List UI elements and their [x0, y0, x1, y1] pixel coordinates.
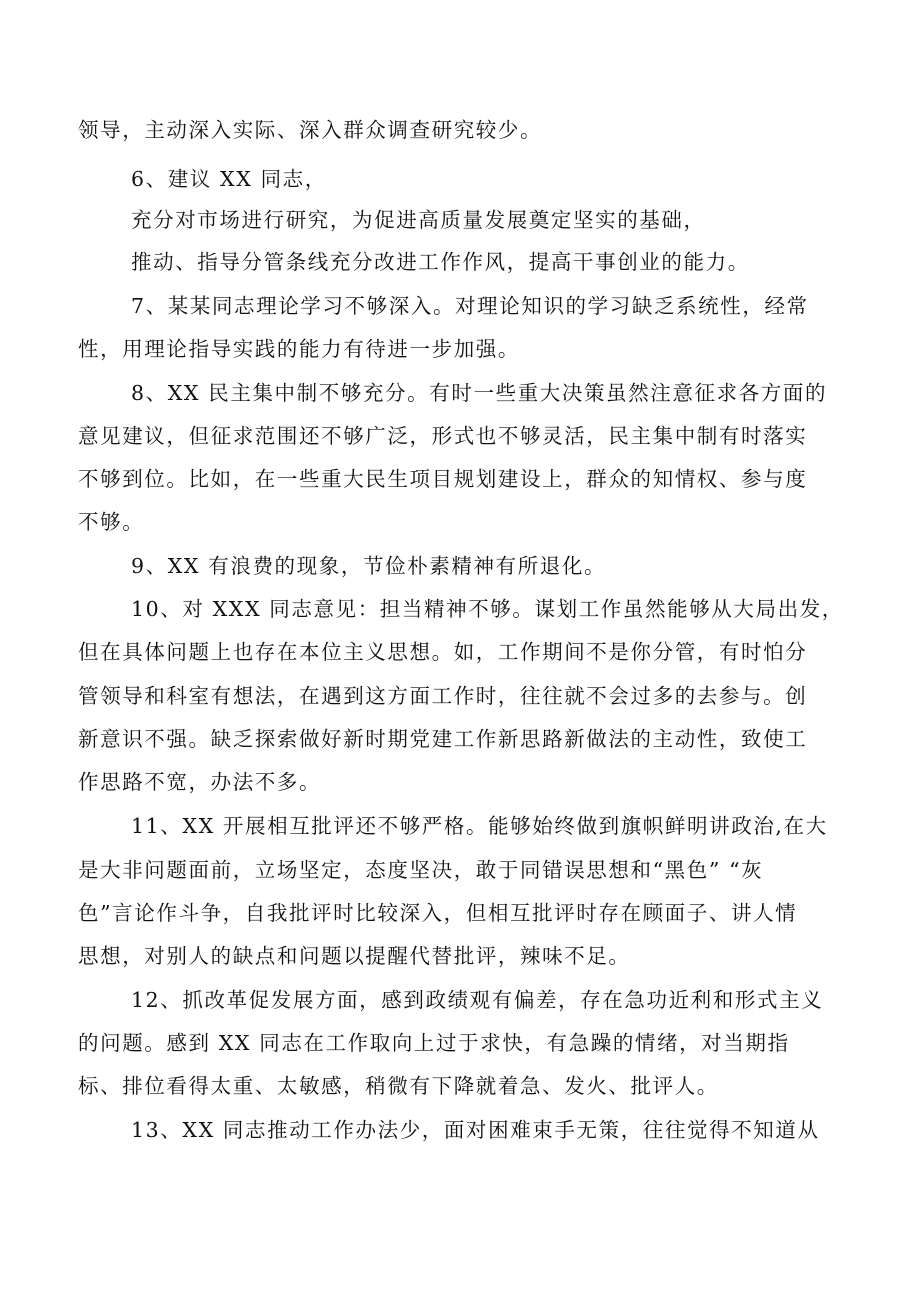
text-line: 新意识不强。缺乏探索做好新时期党建工作新思路新做法的主动性，致使工	[78, 727, 808, 751]
text-line: 意见建议，但征求范围还不够广泛，形式也不够灵活，民主集中制有时落实	[78, 424, 808, 448]
text-line: 不够到位。比如，在一些重大民生项目规划建设上，群众的知情权、参与度	[78, 467, 808, 491]
text-line: 充分对市场进行研究，为促进高质量发展奠定坚实的基础，	[131, 208, 706, 232]
text-line: 是大非问题面前，立场坚定，态度坚决，敢于同错误思想和“黑色” “灰	[78, 858, 764, 882]
text-line: 管领导和科室有想法，在遇到这方面工作时，往往就不会过多的去参与。创	[78, 684, 808, 708]
text-line: 不够。	[78, 510, 145, 534]
text-line: 色”言论作斗争，自我批评时比较深入，但相互批评时存在顾面子、讲人情	[78, 901, 798, 925]
text-line: 思想，对别人的缺点和问题以提醒代替批评，辣味不足。	[78, 944, 631, 968]
text-line: 领导，主动深入实际、深入群众调查研究较少。	[78, 118, 543, 142]
paragraph-13-start: 13、XX 同志推动工作办法少，面对困难束手无策，往往觉得不知道从	[131, 1118, 820, 1142]
paragraph-12-start: 12、抓改革促发展方面，感到政绩观有偏差，存在急功近利和形式主义	[131, 988, 824, 1012]
text-line: 性，用理论指导实践的能力有待进一步加强。	[78, 337, 520, 361]
text-line: 推动、指导分管条线充分改进工作作风，提高干事创业的能力。	[131, 250, 750, 274]
paragraph-11-start: 11、XX 开展相互批评还不够严格。能够始终做到旗帜鲜明讲政治,在大	[131, 814, 828, 838]
paragraph-9: 9、XX 有浪费的现象，节俭朴素精神有所退化。	[131, 554, 607, 578]
text-line: 的问题。感到 XX 同志在工作取向上过于求快，有急躁的情绪，对当期指	[78, 1031, 790, 1055]
paragraph-7-start: 7、某某同志理论学习不够深入。对理论知识的学习缺乏系统性，经常	[131, 294, 809, 318]
text-line: 标、排位看得太重、太敏感，稍微有下降就着急、发火、批评人。	[78, 1074, 719, 1098]
paragraph-10-start: 10、对 XXX 同志意见：担当精神不够。谋划工作虽然能够从大局出发，	[131, 597, 844, 621]
paragraph-8-start: 8、XX 民主集中制不够充分。有时一些重大决策虽然注意征求各方面的	[131, 381, 828, 405]
text-line: 作思路不宽，办法不多。	[78, 770, 322, 794]
paragraph-6-heading: 6、建议 XX 同志，	[131, 167, 327, 191]
text-line: 但在具体问题上也存在本位主义思想。如，工作期间不是你分管，有时怕分	[78, 640, 808, 664]
